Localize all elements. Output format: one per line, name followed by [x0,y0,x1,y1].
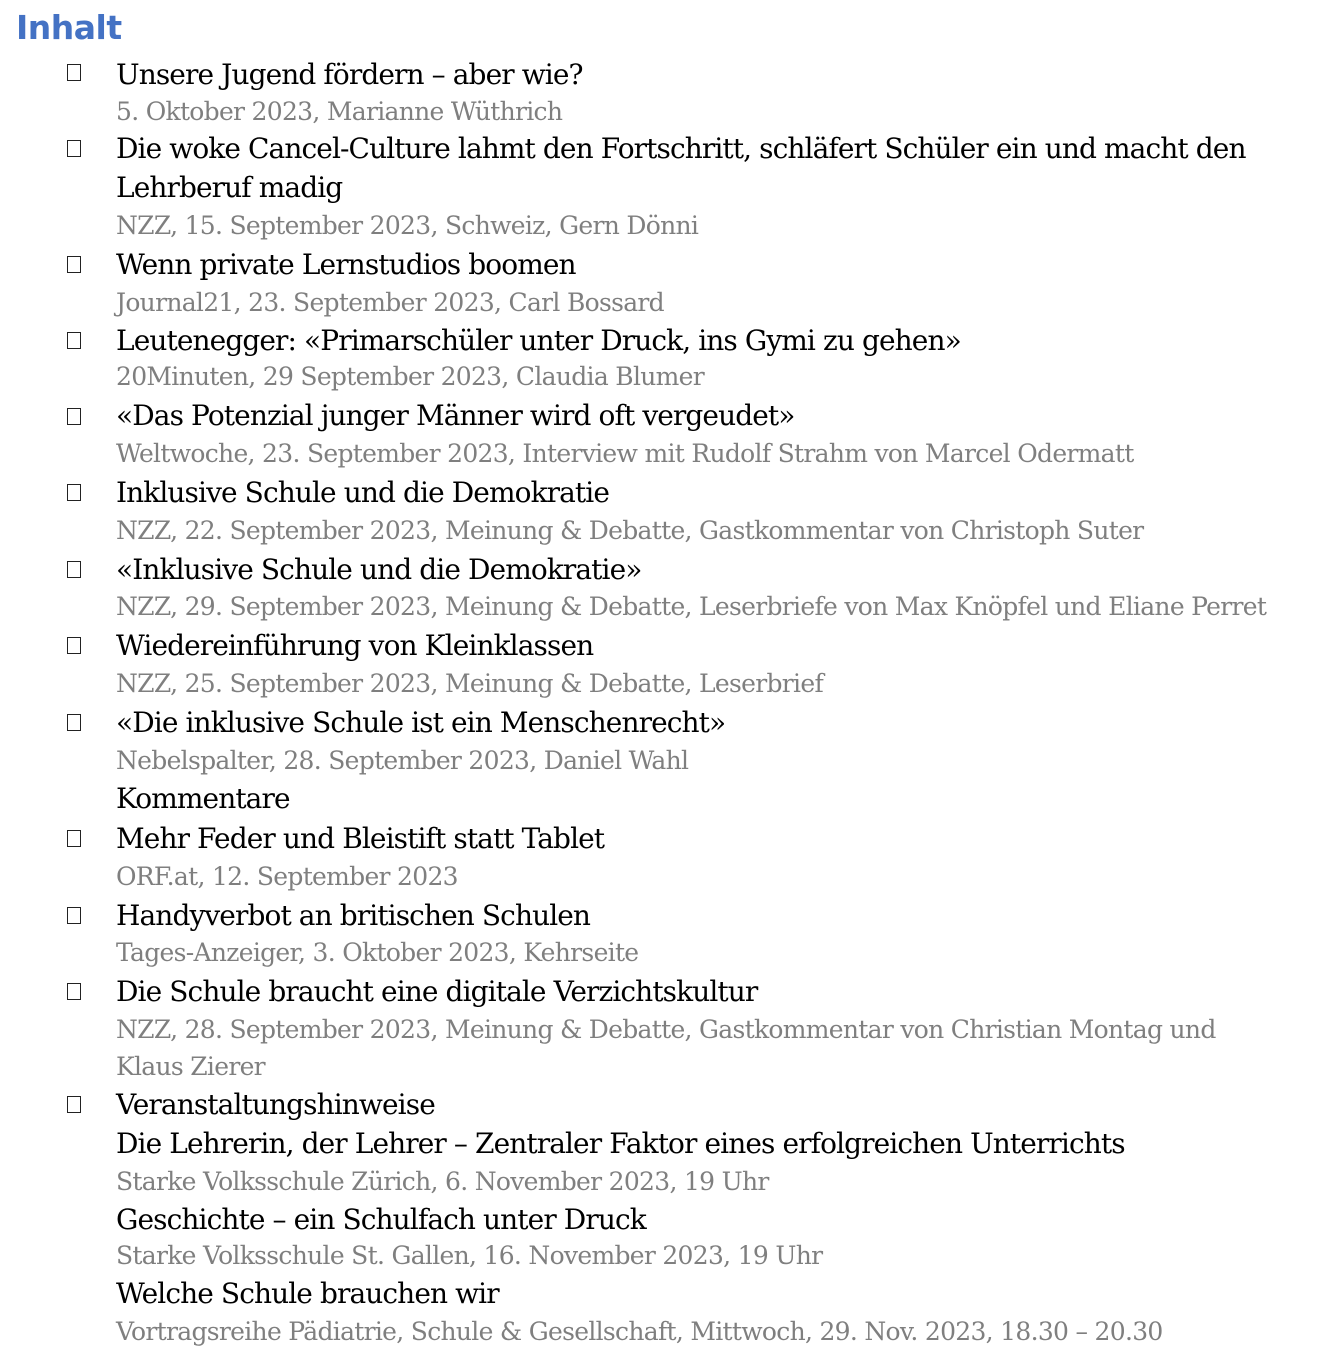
entry-meta: Journal21, 23. September 2023, Carl Bossard [116,288,664,317]
entry-title[interactable]: Wenn private Lernstudios boomen [116,248,576,281]
checkbox-icon [67,907,81,924]
entry-meta: NZZ, 15. September 2023, Schweiz, Gern Dönni [116,211,699,240]
entry-title[interactable]: Mehr Feder und Bleistift statt Tablet [116,822,605,855]
checkbox-icon [67,64,81,81]
entry-meta: Starke Volksschule St. Gallen, 16. November 2023, 19 Uhr [116,1241,823,1270]
entry-meta: Starke Volksschule Zürich, 6. November 2023, 19 Uhr [116,1167,769,1196]
entry-title[interactable]: Leutenegger: «Primarschüler unter Druck, ins Gymi zu gehen» [116,324,961,357]
entry-meta: Weltwoche, 23. September 2023, Interview mit Rudolf Strahm von Marcel Odermatt [116,439,1134,468]
entry-meta: NZZ, 25. September 2023, Meinung & Debatte, Leserbrief [116,669,823,698]
entry-meta: NZZ, 28. September 2023, Meinung & Debatte, Gastkommentar von Christian Montag und Klaus Zierer [116,1015,1216,1081]
checkbox-icon [67,561,81,578]
checkbox-icon [67,714,81,731]
entry-title[interactable]: Geschichte – ein Schulfach unter Druck [116,1203,646,1236]
checkbox-icon [67,408,81,425]
entry-title[interactable]: Die Lehrerin, der Lehrer – Zentraler Faktor eines erfolgreichen Unterrichts [116,1127,1125,1160]
entry-meta: NZZ, 29. September 2023, Meinung & Debatte, Leserbriefe von Max Knöpfel und Eliane Perret [116,592,1267,621]
entry-title[interactable]: Wiedereinführung von Kleinklassen [116,629,594,662]
entry-title[interactable]: Die Schule braucht eine digitale Verzichtskultur [116,975,758,1008]
entry-title[interactable]: «Inklusive Schule und die Demokratie» [116,553,642,586]
entry-title[interactable]: Veranstaltungshinweise [116,1088,435,1121]
entry-meta: 20Minuten, 29 September 2023, Claudia Blumer [116,362,704,391]
checkbox-icon [67,983,81,1000]
checkbox-icon [67,140,81,157]
entry-meta: Nebelspalter, 28. September 2023, Daniel Wahl [116,746,689,775]
entry-meta: ORF.at, 12. September 2023 [116,862,458,891]
checkbox-icon [67,1096,81,1113]
checkbox-icon [67,484,81,501]
entry-title[interactable]: Unsere Jugend fördern – aber wie? [116,58,583,91]
checkbox-icon [67,332,81,349]
checkbox-icon [67,256,81,273]
entry-meta: 5. Oktober 2023, Marianne Wüthrich [116,97,563,126]
entry-title[interactable]: «Die inklusive Schule ist ein Menschenrecht» [116,706,726,739]
entry-title[interactable]: Die woke Cancel-Culture lahmt den Fortschritt, schläfert Schüler ein und macht den Lehrberuf madig [116,132,1246,204]
entry-title[interactable]: Kommentare [116,782,290,815]
entry-meta: NZZ, 22. September 2023, Meinung & Debatte, Gastkommentar von Christoph Suter [116,516,1144,545]
checkbox-icon [67,637,81,654]
entry-title[interactable]: Inklusive Schule und die Demokratie [116,476,610,509]
entry-title[interactable]: Handyverbot an britischen Schulen [116,899,591,932]
entry-meta: Tages-Anzeiger, 3. Oktober 2023, Kehrseite [116,938,639,967]
entry-title[interactable]: «Das Potenzial junger Männer wird oft vergeudet» [116,399,795,432]
checkbox-icon [67,830,81,847]
toc-heading: Inhalt [16,8,122,47]
entry-meta: Vortragsreihe Pädiatrie, Schule & Gesellschaft, Mittwoch, 29. Nov. 2023, 18.30 – 20.30 [116,1317,1163,1346]
entry-title[interactable]: Welche Schule brauchen wir [116,1277,499,1310]
